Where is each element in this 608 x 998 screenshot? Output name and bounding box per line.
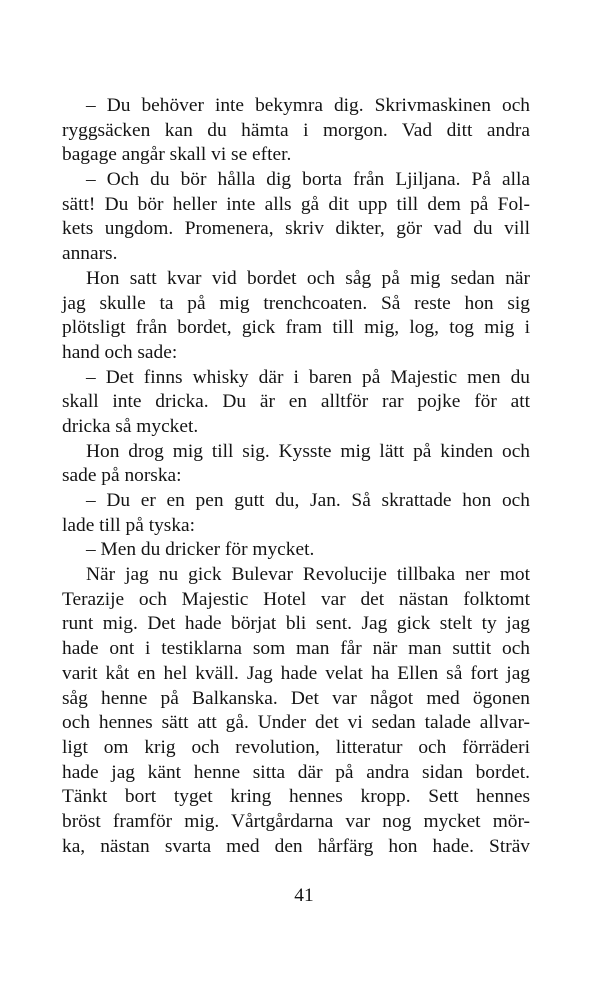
body-text xyxy=(62,94,530,859)
text-line: ryggsäcken kan du hämta i morgon. Vad ditt andra xyxy=(62,119,530,141)
text-line: ka, nästan svarta med den hårfärg hon hade. Sträv xyxy=(62,835,530,857)
text-line: – Du behöver inte bekymra dig. Skrivmaskinen och xyxy=(86,95,530,116)
text-line: hade jag känt henne sitta där på andra sidan bordet. xyxy=(62,761,530,783)
text-line: Tänkt bort tyget kring hennes kropp. Sett hennes xyxy=(62,786,530,808)
text-line: dricka så mycket. xyxy=(62,415,199,437)
text-line: runt mig. Det hade börjat bli sent. Jag gick stelt ty jag xyxy=(62,613,530,635)
text-line: Hon drog mig till sig. Kysste mig lätt på kinden och xyxy=(86,440,530,462)
text-line: – Det finns whisky där i baren på Majestic men du xyxy=(86,366,530,388)
text-line: jag skulle ta på mig trenchcoaten. Så reste hon sig xyxy=(62,292,530,314)
text-line: kets ungdom. Promenera, skriv dikter, gör vad du vill xyxy=(62,218,530,240)
page-number: 41 xyxy=(294,885,314,906)
text-line: bagage angår skall vi se efter. xyxy=(62,144,292,166)
text-line: plötsligt från bordet, gick fram till mig, log, tog mig i xyxy=(62,317,530,339)
text-line: sade på norska: xyxy=(62,465,182,487)
text-line: annars. xyxy=(62,243,118,265)
text-line: och hennes sätt att gå. Under det vi sedan talade allvar- xyxy=(62,712,530,734)
text-line: – Men du dricker för mycket. xyxy=(86,539,315,561)
text-line: ligt om krig och revolution, litteratur och förräderi xyxy=(62,736,530,758)
text-line: Hon satt kvar vid bordet och såg på mig sedan när xyxy=(86,267,530,289)
text-line: – Du er en pen gutt du, Jan. Så skrattade hon och xyxy=(86,490,530,511)
text-line: sätt! Du bör heller inte alls gå dit upp till dem på Fol- xyxy=(62,193,530,215)
text-line: lade till på tyska: xyxy=(62,514,196,536)
text-line: – Och du bör hålla dig borta från Ljiljana. På alla xyxy=(86,169,530,191)
text-line: hade ont i testiklarna som man får när man suttit och xyxy=(62,638,530,660)
text-line: varit kåt en hel kväll. Jag hade velat ha Ellen så fort jag xyxy=(62,662,530,684)
text-line: skall inte dricka. Du är en alltför rar pojke för att xyxy=(62,391,530,413)
text-line: Terazije och Majestic Hotel var det nästan folktomt xyxy=(62,588,530,610)
text-line: bröst framför mig. Vårtgårdarna var nog mycket mör- xyxy=(62,810,530,832)
text-line: hand och sade: xyxy=(62,341,178,363)
text-line: såg henne på Balkanska. Det var något med ögonen xyxy=(62,687,530,709)
text-line: När jag nu gick Bulevar Revolucije tillbaka ner mot xyxy=(86,564,530,586)
